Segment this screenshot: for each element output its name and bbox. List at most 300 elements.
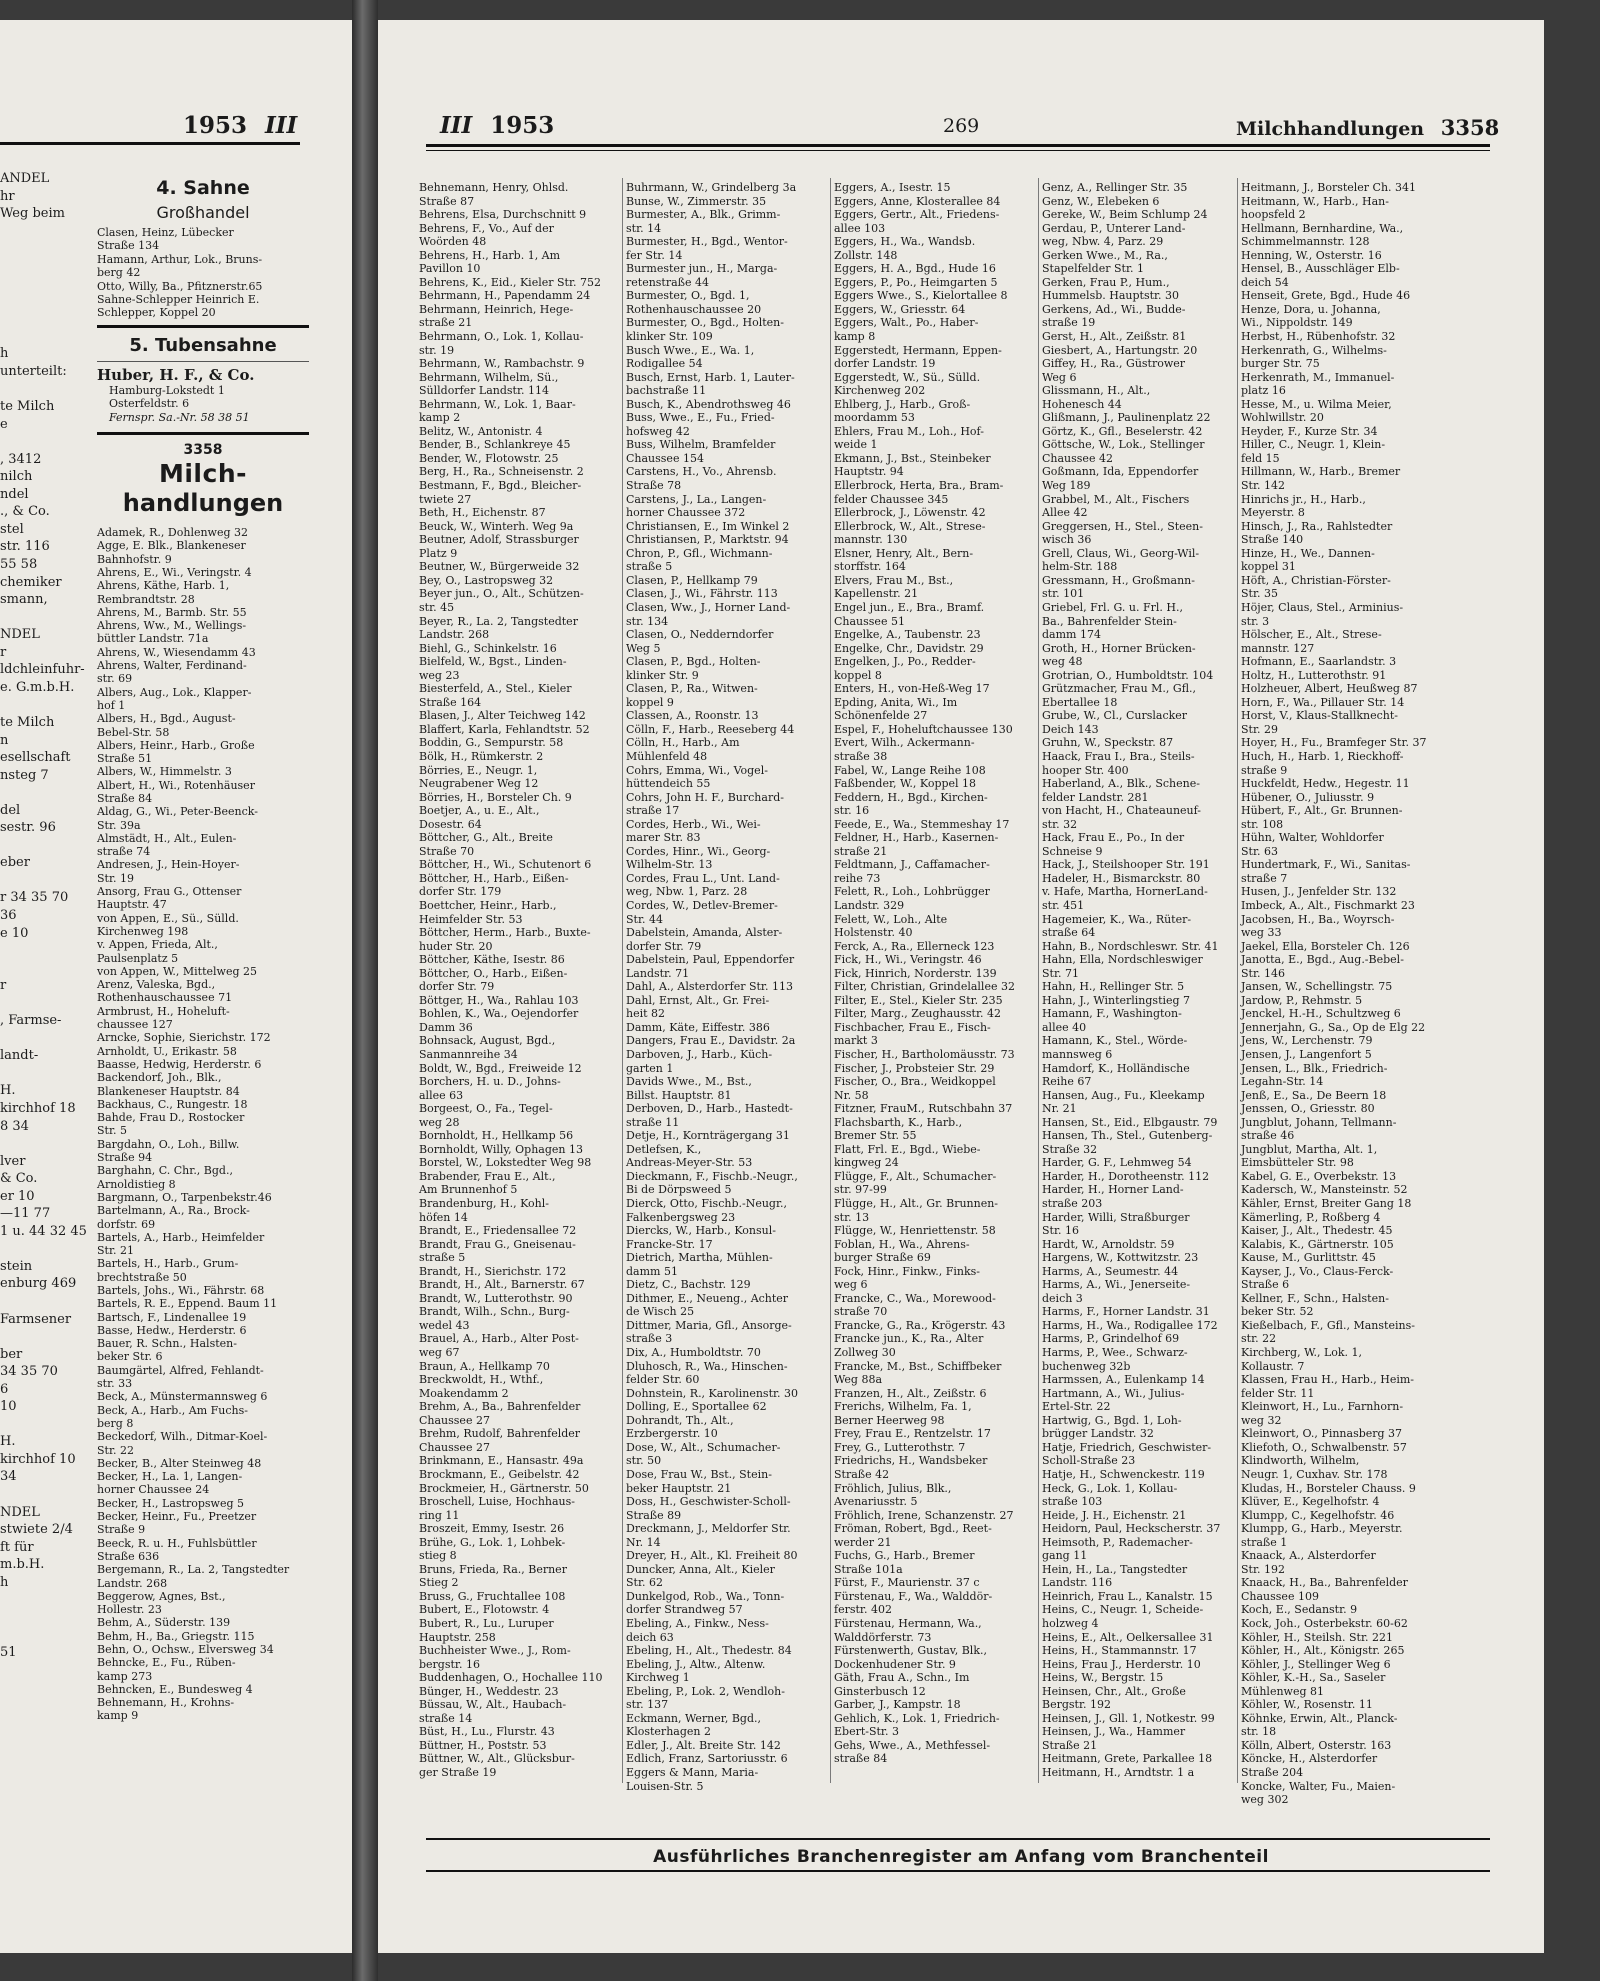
directory-entry: Hamdorf, K., Holländische bbox=[1042, 1061, 1190, 1075]
directory-entry: Gereke, W., Beim Schlump 24 bbox=[1042, 208, 1208, 222]
directory-entry: Behnemann, Henry, Ohlsd. bbox=[419, 181, 569, 194]
directory-entry: Hansen, Aug., Fu., Kleekamp bbox=[1042, 1088, 1205, 1102]
directory-entry: Brockmann, E., Geibelstr. 42 bbox=[419, 1467, 580, 1481]
directory-entry: Friedrichs, H., Wandsbeker bbox=[834, 1454, 988, 1468]
directory-entry: Brandenburg, H., Kohl- bbox=[419, 1197, 549, 1211]
directory-entry: straße 74 bbox=[97, 845, 151, 859]
directory-entry: Clasen, O., Nedderndorfer bbox=[626, 628, 774, 642]
directory-entry: Detje, H., Kornträgergang 31 bbox=[626, 1129, 790, 1143]
directory-entry: Boetjer, A., u. E., Alt., bbox=[419, 804, 540, 818]
directory-entry: Hein, H., La., Tangstedter bbox=[1042, 1562, 1188, 1576]
directory-entry: straße 3 bbox=[626, 1332, 673, 1346]
sahne-entry: Schlepper, Koppel 20 bbox=[97, 306, 216, 320]
left-edge-fragments: ANDEL hr Weg beim h unterteilt: te Milch e , 3412 nilch ndel ., & Co. stel str. 116 55 58 chemiker smann, NDEL r ldchleinfuhr- e. G.m.b.H. te Milch n esellschaft nsteg 7 del sestr. 96 eber r 34 35 70 36 e 10 r , Farmse- landt- H. kirchhof 18 8 34 lver & Co. er 10 —11 77 1 u. 44 32 45 stein enburg 469 Farmsener ber 34 35 70 6 10 H. kirchhof 10 34 NDEL stwiete 2/4 ft für m.b.H. h 51 bbox=[0, 171, 87, 1660]
directory-entry: straße 14 bbox=[419, 1711, 473, 1725]
directory-entry: Hamann, K., Stel., Wörde- bbox=[1042, 1034, 1188, 1048]
directory-entry: Franzen, H., Alt., Zeißstr. 6 bbox=[834, 1386, 987, 1400]
directory-entry: Francke-Str. 17 bbox=[626, 1237, 713, 1251]
directory-entry: Greggersen, H., Stel., Steen- bbox=[1042, 519, 1203, 533]
directory-entry: Eimsbütteler Str. 98 bbox=[1241, 1156, 1354, 1170]
directory-entry: Henseit, Grete, Bgd., Hude 46 bbox=[1241, 289, 1411, 303]
directory-entry: Gruhn, W., Speckstr. 87 bbox=[1042, 736, 1174, 750]
directory-entry: Str. 39a bbox=[97, 818, 141, 832]
directory-entry: Bünger, H., Weddestr. 23 bbox=[419, 1684, 559, 1698]
directory-entry: Francke, G., Ra., Krögerstr. 43 bbox=[834, 1318, 1006, 1332]
directory-entry: Nr. 14 bbox=[626, 1535, 661, 1549]
directory-entry: Arnholdt, U., Erikastr. 58 bbox=[97, 1044, 237, 1058]
directory-entry: Buchheister Wwe., J., Rom- bbox=[419, 1644, 571, 1658]
directory-entry: felder Str. 60 bbox=[626, 1373, 700, 1387]
directory-entry: Blasen, J., Alter Teichweg 142 bbox=[419, 709, 586, 723]
directory-entry: Weg 189 bbox=[1042, 479, 1091, 493]
directory-entry: felder Landstr. 281 bbox=[1042, 790, 1149, 804]
directory-entry: Dluhosch, R., Wa., Hinschen- bbox=[626, 1359, 788, 1373]
directory-entry: Hardt, W., Arnoldstr. 59 bbox=[1042, 1237, 1175, 1251]
directory-entry: Hummelsb. Hauptstr. 30 bbox=[1042, 289, 1180, 303]
directory-entry: Heitmann, W., Harb., Han- bbox=[1241, 194, 1389, 208]
directory-entry: burger Str. 75 bbox=[1241, 357, 1320, 371]
left-header-rule bbox=[0, 142, 300, 145]
directory-entry: Falkenbergsweg 23 bbox=[626, 1210, 736, 1224]
directory-entry: Damm 36 bbox=[419, 1020, 473, 1034]
directory-entry: Ahrens, W., Wiesendamm 43 bbox=[97, 645, 256, 659]
directory-entry: Edlich, Franz, Sartoriusstr. 6 bbox=[626, 1752, 788, 1766]
directory-entry: moordamm 53 bbox=[834, 411, 915, 425]
directory-entry: Kölln, Albert, Osterstr. 163 bbox=[1241, 1738, 1392, 1752]
directory-entry: Mühlenweg 81 bbox=[1241, 1684, 1325, 1698]
directory-entry: Berg, H., Ra., Schneisenstr. 2 bbox=[419, 465, 584, 479]
directory-entry: burger Straße 69 bbox=[834, 1251, 931, 1265]
directory-entry: Ba., Bahrenfelder Stein- bbox=[1042, 614, 1177, 628]
directory-entry: Behrmann, Wilhelm, Sü., bbox=[419, 370, 559, 384]
directory-entry: Ebeling, A., Finkw., Ness- bbox=[626, 1616, 769, 1630]
directory-entry: Albers, W., Himmelstr. 3 bbox=[97, 765, 232, 779]
directory-entry: Köhler, H., Alt., Königstr. 265 bbox=[1241, 1644, 1405, 1658]
directory-entry: Kämerling, P., Roßberg 4 bbox=[1241, 1210, 1381, 1224]
directory-entry: Kirchenweg 202 bbox=[834, 384, 926, 398]
directory-entry: Ahrens, E., Wi., Veringstr. 4 bbox=[97, 565, 252, 579]
directory-entry: Horst, V., Klaus-Stallknecht- bbox=[1241, 709, 1398, 723]
directory-entry: Straße 101a bbox=[834, 1562, 903, 1576]
directory-entry: Hargens, W., Kottwitzstr. 23 bbox=[1042, 1251, 1199, 1265]
directory-entry: Hahn, B., Nordschleswr. Str. 41 bbox=[1042, 939, 1219, 953]
directory-entry: Baumgärtel, Alfred, Fehlandt- bbox=[97, 1363, 264, 1377]
directory-entry: Filter, Christian, Grindelallee 32 bbox=[834, 980, 1015, 994]
directory-entry: str. 45 bbox=[419, 600, 455, 614]
directory-entry: Landstr. 116 bbox=[1042, 1576, 1113, 1590]
directory-entry: Grabbel, M., Alt., Fischers bbox=[1042, 492, 1190, 506]
directory-entry: Straße 204 bbox=[1241, 1765, 1304, 1779]
directory-entry: Heimsoth, P., Rademacher- bbox=[1042, 1535, 1193, 1549]
directory-entry: Rothenhauschaussee 20 bbox=[626, 302, 762, 316]
column-divider bbox=[622, 178, 623, 1783]
directory-entry: Jacobsen, H., Ba., Woyrsch- bbox=[1241, 912, 1395, 926]
directory-entry: Kapellenstr. 21 bbox=[834, 587, 919, 601]
directory-entry: Am Brunnenhof 5 bbox=[419, 1183, 518, 1197]
directory-entry: Brehm, A., Ba., Bahrenfelder bbox=[419, 1400, 581, 1414]
directory-entry: str. 3 bbox=[1241, 614, 1270, 628]
directory-entry: Brandt, W., Lutterothstr. 90 bbox=[419, 1291, 573, 1305]
directory-entry: Derboven, D., Harb., Hastedt- bbox=[626, 1102, 793, 1116]
directory-entry: Büst, H., Lu., Flurstr. 43 bbox=[419, 1725, 555, 1739]
directory-entry: Behncke, E., Fu., Rüben- bbox=[97, 1656, 236, 1670]
directory-entry: Chaussee 51 bbox=[834, 614, 905, 628]
directory-entry: Brandt, Frau G., Gneisenau- bbox=[419, 1237, 576, 1251]
directory-entry: str. 101 bbox=[1042, 587, 1085, 601]
directory-entry: Imbeck, A., Alt., Fischmarkt 23 bbox=[1241, 898, 1415, 912]
directory-entry: Fock, Hinr., Finkw., Finks- bbox=[834, 1264, 980, 1278]
directory-entry: Gerken, Frau P., Hum., bbox=[1042, 275, 1170, 289]
section-code: 3358 bbox=[1440, 115, 1500, 140]
directory-entry: Hatje, Friedrich, Geschwister- bbox=[1042, 1440, 1212, 1454]
directory-entry: Holzheuer, Albert, Heußweg 87 bbox=[1241, 682, 1418, 696]
directory-entry: Aldag, G., Wi., Peter-Beenck- bbox=[97, 805, 258, 819]
directory-entry: Fischer, J., Probsteier Str. 29 bbox=[834, 1061, 995, 1075]
directory-entry: von Hacht, H., Chateauneuf- bbox=[1042, 804, 1202, 818]
directory-entry: Hühn, Walter, Wohldorfer bbox=[1241, 831, 1384, 845]
directory-entry: Kliefoth, O., Schwalbenstr. 57 bbox=[1241, 1440, 1407, 1454]
directory-entry: Andreas-Meyer-Str. 53 bbox=[626, 1156, 753, 1170]
huber-address-line-1: Hamburg-Lokstedt 1 bbox=[109, 383, 225, 397]
directory-entry: Str. 5 bbox=[97, 1124, 127, 1138]
directory-entry: stieg 8 bbox=[419, 1549, 457, 1563]
directory-entry: Grube, W., Cl., Curslacker bbox=[1042, 709, 1188, 723]
directory-entry: straße 21 bbox=[834, 844, 888, 858]
directory-entry: Haack, Frau I., Bra., Steils- bbox=[1042, 749, 1195, 763]
directory-entry: dorfer Strandweg 57 bbox=[626, 1603, 743, 1617]
directory-entry: retenstraße 44 bbox=[626, 275, 710, 289]
directory-entry: Jensen, J., Langenfort 5 bbox=[1241, 1048, 1372, 1061]
directory-entry: Ebert-Str. 3 bbox=[834, 1725, 899, 1739]
directory-entry: klinker Str. 109 bbox=[626, 330, 713, 344]
directory-entry: Dose, W., Alt., Schumacher- bbox=[626, 1440, 781, 1454]
directory-entry: Straße 84 bbox=[97, 792, 153, 805]
directory-entry: Legahn-Str. 14 bbox=[1241, 1075, 1324, 1089]
directory-entry: Harms, P., Grindelhof 69 bbox=[1042, 1332, 1180, 1346]
directory-entry: str. 69 bbox=[97, 672, 133, 686]
directory-entry: Gehlich, K., Lok. 1, Friedrich- bbox=[834, 1711, 1000, 1725]
directory-entry: Hahn, J., Winterlingstieg 7 bbox=[1042, 993, 1191, 1007]
directory-entry: v. Hafe, Martha, HornerLand- bbox=[1042, 885, 1208, 899]
directory-entry: Landstr. 71 bbox=[626, 966, 690, 980]
directory-entry: Kalabis, K., Gärtnerstr. 105 bbox=[1241, 1237, 1394, 1251]
grosshandel-heading: Großhandel bbox=[156, 203, 250, 222]
directory-entry: Espel, F., Hoheluftchaussee 130 bbox=[834, 722, 1013, 736]
directory-entry: Ginsterbusch 12 bbox=[834, 1684, 926, 1698]
directory-entry: weg 67 bbox=[419, 1346, 460, 1360]
directory-entry: Ferck, A., Ra., Ellerneck 123 bbox=[834, 939, 995, 953]
directory-entry: Göttsche, W., Lok., Stellinger bbox=[1042, 438, 1205, 452]
directory-entry: Giesbert, A., Hartungstr. 20 bbox=[1042, 343, 1198, 357]
directory-entry: Harmssen, A., Eulenkamp 14 bbox=[1042, 1373, 1205, 1387]
directory-entry: felder Chaussee 345 bbox=[834, 492, 949, 506]
directory-entry: Darboven, J., Harb., Küch- bbox=[626, 1048, 773, 1061]
directory-entry: Filter, Marg., Zeughausstr. 42 bbox=[834, 1007, 1002, 1021]
directory-entry: Bartels, H., Harb., Grum- bbox=[97, 1257, 239, 1271]
directory-entry: Gehs, Wwe., A., Methfessel- bbox=[834, 1738, 991, 1752]
directory-entry: Dietz, C., Bachstr. 129 bbox=[626, 1278, 751, 1292]
directory-entry: Bornholdt, H., Hellkamp 56 bbox=[419, 1129, 574, 1143]
directory-entry: Foblan, H., Wa., Ahrens- bbox=[834, 1237, 970, 1251]
directory-entry: Hübert, F., Alt., Gr. Brunnen- bbox=[1241, 804, 1403, 818]
directory-entry: dorfer Str. 79 bbox=[626, 939, 702, 953]
directory-entry: straße 1 bbox=[1241, 1535, 1288, 1549]
directory-entry: Harms, P., Wee., Schwarz- bbox=[1042, 1346, 1188, 1360]
directory-entry: straße 46 bbox=[1241, 1129, 1295, 1143]
directory-entry: Bunse, W., Zimmerstr. 35 bbox=[626, 194, 767, 208]
directory-entry: Dunkelgod, Rob., Wa., Tonn- bbox=[626, 1589, 785, 1603]
directory-entry: Felett, W., Loh., Alte bbox=[834, 912, 948, 926]
directory-entry: Jenckel, H.-H., Schultzweg 6 bbox=[1241, 1007, 1401, 1021]
directory-entry: wedel 43 bbox=[419, 1318, 470, 1332]
directory-entry: Kollaustr. 7 bbox=[1241, 1359, 1305, 1373]
directory-entry: storffstr. 164 bbox=[834, 560, 906, 574]
footer-rule bbox=[426, 1838, 1490, 1840]
directory-entry: Straße 87 bbox=[419, 194, 475, 208]
directory-entry: kingweg 24 bbox=[834, 1156, 899, 1170]
column-divider bbox=[1038, 178, 1039, 1783]
directory-entry: Gerkens, Ad., Wi., Budde- bbox=[1042, 302, 1186, 316]
directory-entry: Hamann, F., Washington- bbox=[1042, 1007, 1182, 1021]
directory-entry: Brühe, G., Lok. 1, Lohbek- bbox=[419, 1535, 566, 1549]
directory-entry: Cordes, W., Detlev-Bremer- bbox=[626, 898, 778, 912]
directory-entry: Bebel-Str. 58 bbox=[97, 725, 170, 739]
directory-entry: Broszeit, Emmy, Isestr. 26 bbox=[419, 1522, 565, 1536]
directory-entry: weg 6 bbox=[834, 1278, 868, 1292]
directory-entry: Jennerjahn, G., Sa., Op de Elg 22 bbox=[1241, 1020, 1426, 1034]
directory-entry: damm 51 bbox=[626, 1264, 678, 1278]
directory-entry: Albers, Heinr., Harb., Große bbox=[97, 738, 255, 752]
directory-entry: Köhler, K.-H., Sa., Saseler bbox=[1241, 1671, 1386, 1685]
directory-entry: Kadersch, W., Mansteinstr. 52 bbox=[1241, 1183, 1408, 1197]
directory-entry: Broschell, Luise, Hochhaus- bbox=[419, 1495, 575, 1509]
directory-entry: Landstr. 268 bbox=[97, 1576, 168, 1590]
right-volume: III bbox=[440, 112, 473, 139]
directory-entry: Böttcher, Herm., Harb., Buxte- bbox=[419, 926, 591, 940]
directory-entry: Ehlers, Frau M., Loh., Hof- bbox=[834, 424, 984, 438]
directory-entry: Blankeneser Hauptstr. 84 bbox=[97, 1084, 240, 1098]
directory-entry: Hensel, B., Ausschläger Elb- bbox=[1241, 262, 1400, 276]
left-volume: III bbox=[265, 112, 298, 139]
directory-entry: Bohlen, K., Wa., Oejendorfer bbox=[419, 1007, 579, 1021]
directory-column-2 bbox=[626, 181, 826, 1793]
directory-entry: Fabel, W., Lange Reihe 108 bbox=[834, 763, 986, 777]
directory-entry: Straße 9 bbox=[97, 1523, 146, 1537]
directory-entry: allee 103 bbox=[834, 221, 886, 235]
directory-entry: Bargdahn, O., Loh., Billw. bbox=[97, 1137, 240, 1151]
sahne-entry: Straße 134 bbox=[97, 239, 160, 253]
directory-entry: Griebel, Frl. G. u. Frl. H., bbox=[1042, 600, 1183, 614]
directory-entry: str. 16 bbox=[834, 804, 870, 818]
directory-entry: Fischbacher, Frau E., Fisch- bbox=[834, 1020, 991, 1034]
directory-entry: Heitmann, J., Borsteler Ch. 341 bbox=[1241, 181, 1417, 194]
directory-entry: Fischer, O., Bra., Weidkoppel bbox=[834, 1075, 996, 1089]
directory-entry: Bahde, Frau D., Rostocker bbox=[97, 1111, 245, 1125]
directory-entry: von Appen, E., Sü., Sülld. bbox=[97, 911, 239, 925]
directory-entry: Chaussee 27 bbox=[419, 1413, 490, 1427]
sahne-entry: Clasen, Heinz, Lübecker bbox=[97, 226, 234, 239]
directory-entry: Brinkmann, E., Hansastr. 49a bbox=[419, 1454, 584, 1468]
directory-entry: Straße 42 bbox=[834, 1467, 890, 1481]
column-divider bbox=[1237, 178, 1238, 1783]
directory-entry: Brandt, H., Alt., Barnerstr. 67 bbox=[419, 1278, 585, 1292]
directory-entry: Brabender, Frau E., Alt., bbox=[419, 1169, 556, 1183]
directory-entry: Hansen, Th., Stel., Gutenberg- bbox=[1042, 1129, 1213, 1143]
directory-entry: Klüver, E., Kegelhofstr. 4 bbox=[1241, 1495, 1380, 1509]
directory-entry: Köhler, H., Steilsh. Str. 221 bbox=[1241, 1630, 1394, 1644]
directory-entry: Burmester, O., Bgd., Holten- bbox=[626, 316, 784, 330]
directory-entry: heit 82 bbox=[626, 1007, 666, 1021]
directory-entry: Herkenrath, M., Immanuel- bbox=[1241, 370, 1395, 384]
directory-column-4 bbox=[1042, 181, 1242, 1780]
directory-entry: Weg 5 bbox=[626, 641, 661, 655]
directory-column-1 bbox=[419, 181, 619, 1780]
directory-entry: Garber, J., Kampstr. 18 bbox=[834, 1698, 961, 1712]
directory-entry: Gerst, H., Alt., Zeißstr. 81 bbox=[1042, 330, 1187, 344]
directory-entry: Grotrian, O., Humboldtstr. 104 bbox=[1042, 668, 1214, 682]
directory-entry: Bartels, A., Harb., Heimfelder bbox=[97, 1230, 265, 1244]
directory-entry: Dolling, E., Sportallee 62 bbox=[626, 1400, 767, 1414]
directory-column-5 bbox=[1241, 181, 1441, 1807]
directory-entry: Zollweg 30 bbox=[834, 1346, 896, 1360]
directory-entry: Fick, Hinrich, Norderstr. 139 bbox=[834, 966, 997, 980]
sahne-entry: Otto, Willy, Ba., Pfitznerstr.65 bbox=[97, 279, 263, 293]
directory-entry: Backendorf, Joh., Blk., bbox=[97, 1071, 222, 1085]
directory-entry: Schneise 9 bbox=[1042, 844, 1103, 858]
directory-entry: Louisen-Str. 5 bbox=[626, 1779, 704, 1793]
directory-entry: Behrmann, Heinrich, Hege- bbox=[419, 302, 574, 316]
directory-entry: Bauer, R. Schn., Halsten- bbox=[97, 1337, 237, 1351]
directory-entry: Hesse, M., u. Wilma Meier, bbox=[1241, 397, 1392, 411]
directory-entry: Fuchs, G., Harb., Bremer bbox=[834, 1549, 975, 1563]
directory-entry: Ahrens, Käthe, Harb. 1, bbox=[97, 579, 230, 593]
directory-entry: Eckmann, Werner, Bgd., bbox=[626, 1711, 761, 1725]
directory-entry: Hadeler, H., Bismarckstr. 80 bbox=[1042, 871, 1201, 885]
directory-entry: weg 33 bbox=[1241, 926, 1282, 940]
directory-entry: hüttendeich 55 bbox=[626, 777, 711, 791]
directory-entry: Fitzner, FrauM., Rutschbahn 37 bbox=[834, 1102, 1013, 1116]
directory-entry: str. 32 bbox=[1042, 817, 1078, 831]
directory-entry: Borgeest, O., Fa., Tegel- bbox=[419, 1102, 553, 1116]
directory-entry: Köhler, J., Stellinger Weg 6 bbox=[1241, 1657, 1391, 1671]
directory-entry: chaussee 127 bbox=[97, 1018, 173, 1032]
directory-entry: Flügge, W., Henriettenstr. 58 bbox=[834, 1224, 996, 1238]
sahne-entry: Hamann, Arthur, Lok., Bruns- bbox=[97, 252, 263, 266]
directory-entry: Huckfeldt, Hedw., Hegestr. 11 bbox=[1241, 777, 1410, 791]
sahne-entry: berg 42 bbox=[97, 266, 141, 280]
directory-entry: Ellerbrock, Herta, Bra., Bram- bbox=[834, 479, 1004, 493]
directory-entry: Behnemann, H., Krohns- bbox=[97, 1696, 235, 1710]
directory-entry: Dittmer, Maria, Gfl., Ansorge- bbox=[626, 1318, 792, 1332]
directory-entry: Dahl, A., Alsterdorfer Str. 113 bbox=[626, 980, 793, 994]
directory-entry: hoopsfeld 2 bbox=[1241, 208, 1306, 222]
directory-entry: Hiller, C., Neugr. 1, Klein- bbox=[1241, 438, 1386, 452]
directory-entry: Engelke, Chr., Davidstr. 29 bbox=[834, 641, 984, 655]
directory-entry: Höjer, Claus, Stel., Arminius- bbox=[1241, 600, 1404, 614]
directory-entry: Dreyer, H., Alt., Kl. Freiheit 80 bbox=[626, 1549, 798, 1563]
directory-entry: Ertel-Str. 22 bbox=[1042, 1400, 1111, 1414]
directory-entry: Bartels, R. E., Eppend. Baum 11 bbox=[97, 1297, 278, 1311]
directory-entry: Dosestr. 64 bbox=[419, 817, 482, 831]
directory-entry: Buss, Wwe., E., Fu., Fried- bbox=[626, 411, 775, 425]
branch-code: 3358 bbox=[183, 442, 223, 459]
directory-entry: Christiansen, E., Im Winkel 2 bbox=[626, 519, 790, 533]
directory-entry: Behrmann, O., Lok. 1, Kollau- bbox=[419, 330, 584, 344]
directory-entry: Straße 32 bbox=[1042, 1142, 1098, 1156]
book-spine bbox=[352, 0, 378, 1981]
directory-entry: Barghahn, C. Chr., Bgd., bbox=[97, 1164, 233, 1178]
directory-entry: Hillmann, W., Harb., Bremer bbox=[1241, 465, 1401, 479]
directory-entry: Hauptstr. 258 bbox=[419, 1630, 496, 1644]
directory-entry: Heinsen, J., Gll. 1, Notkestr. 99 bbox=[1042, 1711, 1215, 1725]
directory-entry: Behm, A., Süderstr. 139 bbox=[97, 1616, 231, 1630]
directory-entry: Eggers Wwe., S., Kielortallee 8 bbox=[834, 289, 1008, 303]
directory-entry: Becker, B., Alter Steinweg 48 bbox=[97, 1456, 262, 1470]
directory-entry: str. 19 bbox=[419, 343, 455, 357]
directory-entry: Kaiser, J., Alt., Thedestr. 45 bbox=[1241, 1224, 1393, 1238]
directory-entry: deich 54 bbox=[1241, 275, 1289, 289]
directory-entry: Kause, M., Gurlittstr. 45 bbox=[1241, 1251, 1376, 1265]
directory-entry: Cölln, F., Harb., Reeseberg 44 bbox=[626, 722, 795, 736]
directory-entry: Hübener, O., Juliusstr. 9 bbox=[1241, 790, 1375, 804]
directory-entry: Ebeling, J., Altw., Altenw. bbox=[626, 1657, 766, 1671]
directory-entry: Böttcher, H., Harb., Eißen- bbox=[419, 871, 569, 885]
directory-entry: Becker, H., Lastropsweg 5 bbox=[97, 1496, 245, 1510]
directory-entry: Elsner, Henry, Alt., Bern- bbox=[834, 546, 974, 560]
directory-entry: Kirchenweg 198 bbox=[97, 924, 189, 938]
directory-entry: ger Straße 19 bbox=[419, 1765, 497, 1779]
directory-entry: Ehlberg, J., Harb., Groß- bbox=[834, 397, 971, 411]
directory-entry: Dohrandt, Th., Alt., bbox=[626, 1413, 734, 1427]
directory-entry: Agge, E. Blk., Blankeneser bbox=[97, 539, 246, 553]
directory-entry: Chaussee 154 bbox=[626, 451, 704, 465]
directory-entry: str. 451 bbox=[1042, 898, 1085, 912]
directory-entry: Chaussee 109 bbox=[1241, 1589, 1319, 1603]
right-header-rule bbox=[426, 144, 1490, 147]
directory-entry: Görtz, K., Gfl., Beselerstr. 42 bbox=[1042, 424, 1203, 438]
directory-entry: Hauptstr. 94 bbox=[834, 465, 904, 479]
directory-entry: Str. 35 bbox=[1241, 587, 1278, 601]
directory-entry: helm-Str. 188 bbox=[1042, 560, 1118, 574]
directory-entry: ferstr. 402 bbox=[834, 1603, 892, 1617]
directory-entry: beker Str. 52 bbox=[1241, 1305, 1314, 1319]
directory-entry: beker Str. 6 bbox=[97, 1350, 163, 1364]
left-page-header bbox=[183, 112, 297, 139]
directory-entry: Faßbender, W., Koppel 18 bbox=[834, 777, 977, 791]
directory-entry: Boddin, G., Sempurstr. 58 bbox=[419, 736, 564, 750]
directory-entry: Str. 44 bbox=[626, 912, 663, 926]
directory-entry: Henning, W., Osterstr. 16 bbox=[1241, 248, 1382, 262]
directory-entry: hof 1 bbox=[97, 698, 126, 712]
directory-entry: Clasen, P., Ra., Witwen- bbox=[626, 682, 758, 696]
directory-entry: Jardow, P., Rehmstr. 5 bbox=[1241, 993, 1363, 1007]
directory-entry: Bartsch, F., Lindenallee 19 bbox=[97, 1310, 247, 1324]
directory-entry: Brandt, Wilh., Schn., Burg- bbox=[419, 1305, 570, 1319]
directory-entry: Feldtmann, J., Caffamacher- bbox=[834, 858, 990, 872]
directory-entry: str. 97-99 bbox=[834, 1183, 887, 1197]
directory-entry: Klosterhagen 2 bbox=[626, 1725, 711, 1739]
directory-entry: Bestmann, F., Bgd., Bleicher- bbox=[419, 479, 582, 493]
directory-entry: Burmester, O., Bgd. 1, bbox=[626, 289, 750, 303]
directory-entry: Heinrich, Frau L., Kanalstr. 15 bbox=[1042, 1589, 1213, 1603]
directory-entry: Busch, K., Abendrothsweg 46 bbox=[626, 397, 791, 411]
directory-entry: Straße 636 bbox=[97, 1549, 160, 1563]
directory-entry: Hagemeier, K., Wa., Rüter- bbox=[1042, 912, 1192, 926]
directory-entry: Eggers, Walt., Po., Haber- bbox=[834, 316, 979, 330]
directory-entry: Jungblut, Johann, Tellmann- bbox=[1241, 1115, 1397, 1129]
directory-entry: Frey, Frau E., Rentzelstr. 17 bbox=[834, 1427, 991, 1441]
sahne-entry: Sahne-Schlepper Heinrich E. bbox=[97, 293, 260, 307]
